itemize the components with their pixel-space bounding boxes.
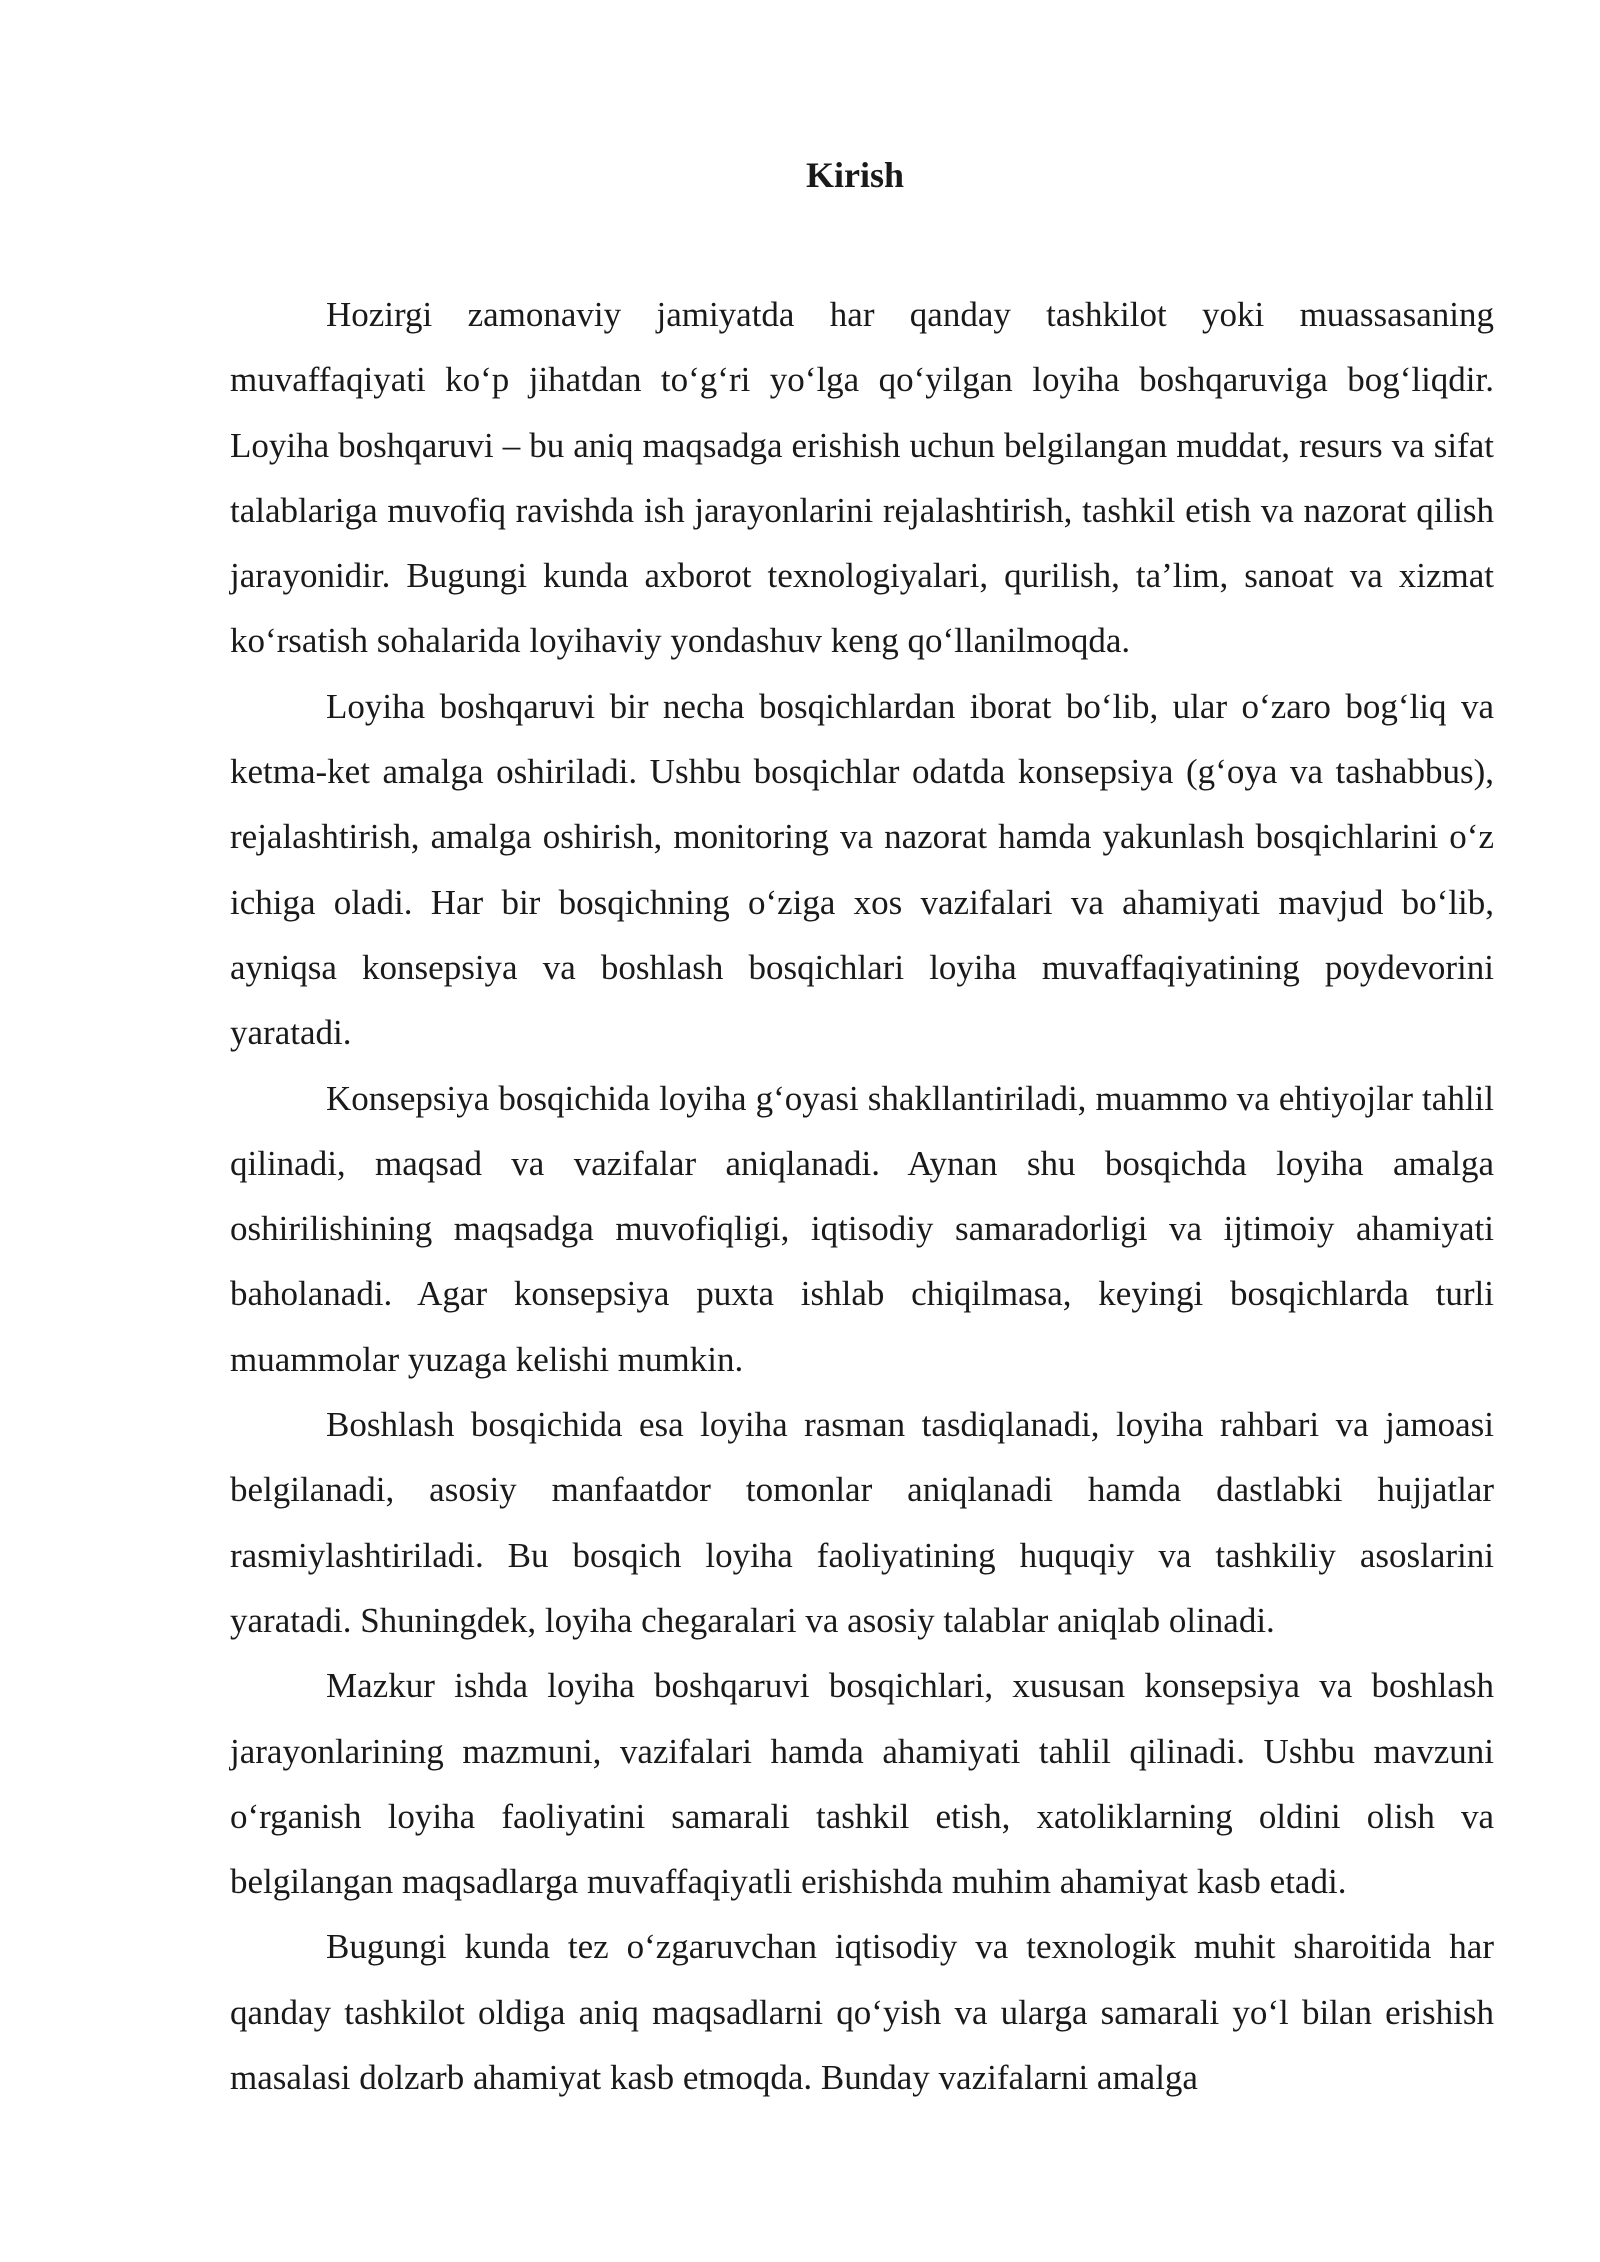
body-text: [230, 282, 1494, 2110]
paragraph-5: Mazkur ishda loyiha boshqaruvi bosqichlari, xususan konsepsiya va boshlash jarayonlarining mazmuni, vazifalari hamda ahamiyati tahlil qilinadi. Ushbu mavzuni o‘rganish loyiha faoliyatini samarali tashkil etish, xatoliklarning oldini olish va belgilangan maqsadlarga muvaffaqiyatli erishishda muhim ahamiyat kasb etadi.: [230, 1666, 1494, 1902]
page-title: Kirish: [805, 155, 904, 195]
paragraph-4: Boshlash bosqichida esa loyiha rasman tasdiqlanadi, loyiha rahbari va jamoasi belgilanadi, asosiy manfaatdor tomonlar aniqlanadi hamda dastlabki hujjatlar rasmiylashtiriladi. Bu bosqich loyiha faoliyatining huquqiy va tashkiliy asoslarini yaratadi. Shuningdek, loyiha chegaralari va asosiy talablar aniqlab olinadi.: [230, 1405, 1494, 1640]
paragraph-3: Konsepsiya bosqichida loyiha g‘oyasi shakllantiriladi, muammo va ehtiyojlar tahlil qilinadi, maqsad va vazifalar aniqlanadi. Aynan shu bosqichda loyiha amalga oshirilishining maqsadga muvofiqligi, iqtisodiy samaradorligi va ijtimoiy ahamiyati baholanadi. Agar konsepsiya puxta ishlab chiqilmasa, keyingi bosqichlarda turli muammolar yuzaga kelishi mumkin.: [230, 1078, 1494, 1379]
paragraph-2: Loyiha boshqaruvi bir necha bosqichlardan iborat bo‘lib, ular o‘zaro bog‘liq va ketma-ket amalga oshiriladi. Ushbu bosqichlar odatda konsepsiya (g‘oya va tashabbus), rejalashtirish, amalga oshirish, monitoring va nazorat hamda yakunlash bosqichlarini o‘z ichiga oladi. Har bir bosqichning o‘ziga xos vazifalari va ahamiyati mavjud bo‘lib, ayniqsa konsepsiya va boshlash bosqichlari loyiha muvaffaqiyatining poydevorini yaratadi.: [230, 686, 1494, 1053]
paragraph-6: Bugungi kunda tez o‘zgaruvchan iqtisodiy va texnologik muhit sharoitida har qanday tashkilot oldiga aniq maqsadlarni qo‘yish va ularga samarali yo‘l bilan erishish masalasi dolzarb ahamiyat kasb etmoqda. Bunday vazifalarni amalga: [230, 1927, 1494, 2098]
paragraph-1: Hozirgi zamonaviy jamiyatda har qanday tashkilot yoki muassasaning muvaffaqiyati ko‘p jihatdan to‘g‘ri yo‘lga qo‘yilgan loyiha boshqaruviga bog‘liqdir. Loyiha boshqaruvi – bu aniq maqsadga erishish uchun belgilangan muddat, resurs va sifat talablariga muvofiq ravishda ish jarayonlarini rejalashtirish, tashkil etish va nazorat qilish jarayonidir. Bugungi kunda axborot texnologiyalari, qurilish, ta’lim, sanoat va xizmat ko‘rsatish sohalarida loyihaviy yondashuv keng qo‘llanilmoqda.: [230, 295, 1494, 661]
